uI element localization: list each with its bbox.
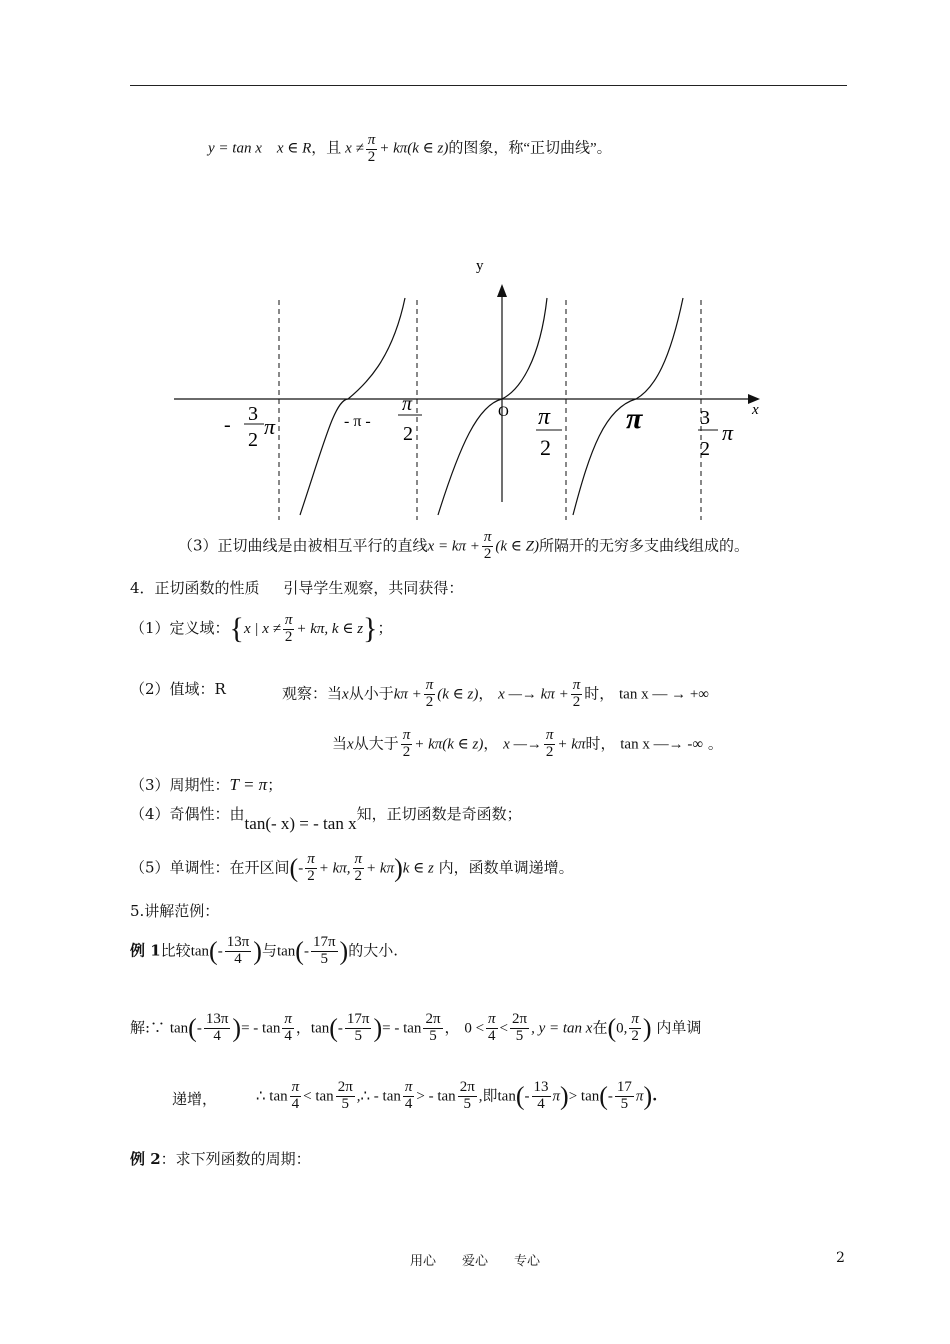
sol-frac-4-den: 5	[429, 1027, 437, 1044]
prop2-period: 。	[707, 734, 723, 753]
prop3-val: T = π	[229, 775, 268, 794]
sol-frac-2	[282, 1012, 294, 1045]
sol2-frac-5-den: 4	[537, 1095, 545, 1112]
prop4-text: 知，正切函数是奇函数；	[356, 805, 522, 823]
p3-text2: 所隔开的无穷多支曲线组成的。	[538, 536, 749, 555]
prop2-frac-3-den: 2	[402, 743, 411, 760]
prop5-text: 内，函数单调递增。	[438, 858, 574, 877]
sol-frac-1-den: 4	[213, 1027, 221, 1044]
sol-frac-1	[204, 1012, 231, 1045]
sol-frac-6	[510, 1012, 529, 1045]
ex1-tan-2: tan	[276, 943, 296, 960]
sol2-frac-2-num: 2π	[337, 1079, 353, 1095]
sol2-therefore: ∴ tan	[256, 1088, 288, 1105]
prop4-eq: tan(- x) = - tan x	[244, 814, 357, 833]
prop2-frac-2-num: π	[572, 677, 581, 693]
example-1-question	[130, 935, 398, 968]
intro-sep: ，且	[311, 140, 342, 157]
p3-frac-den: 2	[483, 545, 492, 562]
prop2-frac-1-num: π	[425, 677, 434, 693]
sol-frac-7-den: 2	[631, 1027, 639, 1044]
label-three-half-pi-den: 2	[700, 438, 710, 460]
prop2-kpi2: + kπ(k ∈ z)	[414, 736, 484, 753]
sol-frac-5	[486, 1012, 498, 1045]
intro-func: y = tan x	[208, 140, 262, 157]
prop2-frac-2-den: 2	[572, 693, 581, 710]
sol2-lt-tan: < tan	[303, 1088, 334, 1105]
prop1-end: ；	[377, 619, 393, 637]
ex1-frac-2-num: 17π	[312, 934, 336, 950]
sol-lt: <	[499, 1020, 509, 1037]
sol-tan-1: tan	[169, 1020, 189, 1037]
prop2-obs: 观察：当	[282, 684, 343, 703]
label-three-half-pi-sym: π	[722, 420, 734, 445]
prop2-frac-1	[424, 678, 436, 711]
sol-zero-lt: 0 <	[464, 1020, 485, 1037]
tangent-branch-1	[300, 298, 405, 515]
section-4-heading	[130, 577, 463, 598]
page-number: 2	[836, 1250, 845, 1266]
property-monotonicity	[130, 852, 574, 885]
prop3-end: ；	[267, 776, 283, 794]
sol-frac-1-num: 13π	[205, 1011, 229, 1027]
label-neg-pi: - π -	[344, 413, 371, 430]
prop1-rhs: + kπ, k ∈ z	[296, 621, 364, 637]
prop5-paren-close: )	[394, 853, 403, 883]
ex1-frac-1-den: 4	[234, 950, 242, 967]
ex2-text: ：求下列函数的周期：	[160, 1150, 311, 1168]
sol2-minus-1: -	[524, 1088, 530, 1105]
label-neg-three-half-pi-num: 3	[248, 403, 258, 425]
sol2-pi-1: π	[552, 1088, 561, 1105]
prop2-limit-pos: tan x — → +∞	[619, 686, 709, 703]
sol2-frac-1	[290, 1080, 302, 1113]
prop2-from-greater: 从大于	[353, 734, 399, 753]
sol-frac-7-num: π	[631, 1011, 639, 1027]
sol-tan-2: tan	[310, 1020, 330, 1037]
ex1-frac-1	[225, 935, 252, 968]
prop5-a-pre: -	[298, 860, 304, 877]
section-4-title: 4．正切函数的性质	[130, 579, 260, 597]
sol2-frac-5	[532, 1080, 551, 1113]
sol-inc: 递增，	[172, 1090, 218, 1108]
sol2-frac-1-num: π	[291, 1079, 300, 1095]
label-three-half-pi-num: 3	[700, 407, 710, 429]
prop1-frac	[283, 613, 295, 646]
intro-cond-lhs: x ≠	[345, 140, 364, 157]
prop2-frac-2	[571, 678, 583, 711]
sol-paren-3-close: )	[642, 1013, 652, 1043]
ex1-paren-2-open: (	[295, 936, 304, 966]
sol2-frac-3-den: 4	[404, 1095, 413, 1112]
prop2-from-less: 从小于	[348, 684, 394, 703]
prop5-frac-b-den: 2	[354, 867, 363, 884]
sol2-paren-1-open: (	[515, 1081, 525, 1111]
sol2-frac-1-den: 4	[291, 1095, 300, 1112]
label-half-pi-num: π	[538, 404, 551, 430]
ex1-tan-1: tan	[190, 943, 210, 960]
sol-frac-3	[345, 1012, 372, 1045]
ex1-frac-1-num: 13π	[226, 934, 250, 950]
sol-frac-4	[423, 1012, 442, 1045]
sol-frac-4-num: 2π	[425, 1011, 441, 1027]
sol2-frac-5-num: 13	[533, 1079, 549, 1095]
prop2-shi-2: 时，	[585, 734, 616, 753]
sol-paren-1-open: (	[188, 1013, 197, 1043]
prop2-frac-4-den: 2	[545, 743, 554, 760]
sol-interval-open: 0,	[616, 1020, 628, 1037]
sol-inner: 内单调	[656, 1018, 702, 1037]
sol-label: 解:∵	[130, 1018, 166, 1037]
range-observation-2	[332, 728, 723, 761]
sol2-frac-3-num: π	[404, 1079, 413, 1095]
property-domain	[130, 612, 392, 646]
ex1-frac-2-den: 5	[320, 950, 328, 967]
sol-paren-1-close: )	[232, 1013, 242, 1043]
sol-frac-5-den: 4	[488, 1027, 496, 1044]
ex1-minus-2: -	[303, 943, 309, 960]
sol2-minus-2: -	[607, 1088, 613, 1105]
example-1-solution-line-1	[130, 1012, 701, 1045]
intro-frac	[366, 133, 378, 166]
sol-frac-6-den: 5	[515, 1027, 524, 1044]
sol-frac-3-num: 17π	[346, 1011, 370, 1027]
ex1-paren-1-open: (	[209, 936, 218, 966]
sol2-frac-2	[336, 1080, 355, 1113]
prop2-shi: 时，	[584, 684, 615, 703]
label-neg-half-pi-num: π	[402, 393, 413, 415]
p3-text1: （3）正切曲线是由被相互平行的直线	[178, 536, 428, 555]
sol-y-tanx: , y = tan x	[531, 1020, 593, 1037]
intro-domain: x ∈ R	[276, 140, 312, 157]
prop2-comma: ，	[478, 684, 494, 703]
sol-frac-6-num: 2π	[512, 1011, 528, 1027]
sol-frac-7	[629, 1012, 641, 1045]
sol2-frac-6-num: 17	[616, 1079, 632, 1095]
sol-eq-minus-tan-2: = - tan	[382, 1020, 422, 1037]
sol2-frac-2-den: 5	[341, 1095, 349, 1112]
label-neg-three-half-pi-minus: -	[224, 414, 231, 436]
tangent-graph	[160, 250, 780, 530]
y-axis-label: y	[476, 258, 484, 274]
prop2-frac-4-num: π	[545, 727, 554, 743]
sol-paren-2-open: (	[329, 1013, 338, 1043]
ex1-frac-2	[311, 935, 338, 968]
ex1-paren-2-close: )	[339, 936, 349, 966]
ex1-paren-1-close: )	[253, 936, 262, 966]
sol2-frac-4-den: 5	[463, 1095, 471, 1112]
ex1-and: 与	[261, 941, 277, 960]
prop5-kz: k ∈ z	[402, 860, 434, 877]
prop5-frac-a-num: π	[307, 851, 315, 867]
example-1-solution-line-2	[256, 1080, 657, 1113]
example-2	[130, 1148, 311, 1169]
prop5-frac-b-num: π	[354, 851, 363, 867]
intro-frac-num: π	[367, 132, 376, 148]
ex1-compare: 比较	[160, 941, 191, 960]
label-neg-three-half-pi-den: 2	[248, 429, 258, 451]
sol2-paren-2-close: )	[643, 1081, 653, 1111]
prop5-b-post: + kπ	[366, 860, 395, 877]
prop3-label: （3）周期性：	[130, 776, 230, 794]
prop2-frac-4	[544, 728, 556, 761]
intro-frac-den: 2	[367, 148, 376, 165]
sol2-gt: > tan	[568, 1088, 600, 1105]
sol-comma-2: ，	[444, 1018, 460, 1037]
ex1-end: 的大小.	[348, 941, 398, 960]
section-5-title: 5.讲解范例：	[130, 902, 220, 920]
sol-minus-1: -	[196, 1020, 202, 1037]
sol2-frac-6	[615, 1080, 634, 1113]
prop1-brace-open: {	[229, 612, 244, 645]
prop5-frac-a-den: 2	[307, 867, 315, 884]
prop2-kz: (k ∈ z)	[437, 686, 479, 703]
sol-frac-3-den: 5	[354, 1027, 362, 1044]
sol-paren-2-close: )	[373, 1013, 383, 1043]
curve-description	[178, 530, 749, 563]
prop2-x: x	[342, 686, 349, 703]
prop2-kpi: kπ +	[393, 686, 422, 703]
sol2-comma2: ,∴ - tan	[356, 1088, 401, 1105]
prop2-x-arrow2: x —→	[503, 736, 542, 753]
p3-eq: x = kπ +	[427, 538, 480, 555]
prop5-frac-b	[353, 852, 365, 885]
prop2-frac-3	[401, 728, 413, 761]
prop1-label: （1）定义域：	[130, 619, 230, 637]
sol-frac-2-den: 4	[284, 1027, 292, 1044]
property-range	[130, 678, 226, 699]
sol2-frac-4	[458, 1080, 477, 1113]
label-half-pi-den: 2	[540, 435, 551, 460]
p3-frac	[482, 530, 494, 563]
range-observation-1	[282, 678, 709, 711]
sol2-frac-4-num: 2π	[459, 1079, 475, 1095]
p3-cond: (k ∈ Z)	[495, 538, 539, 555]
sol2-pi-2: π	[635, 1088, 644, 1105]
page-footer: 用心 爱心 专心	[409, 1254, 540, 1269]
sol-comma-1: ，	[295, 1018, 311, 1037]
prop2-x-2: x	[347, 736, 354, 753]
intro-cond-rhs: + kπ(k ∈ z)	[379, 140, 449, 157]
prop5-a-post: + kπ,	[318, 860, 351, 877]
prop5-paren-open: (	[289, 853, 299, 883]
sol2-frac-6-den: 5	[620, 1095, 629, 1112]
sol-minus-2: -	[337, 1020, 343, 1037]
sol2-gt-tan: > - tan	[416, 1088, 456, 1105]
prop2-frac-1-den: 2	[425, 693, 434, 710]
prop1-frac-num: π	[284, 611, 293, 628]
sol-frac-2-num: π	[284, 1011, 292, 1027]
header-rule	[130, 85, 847, 86]
prop2-limit-neg: tan x —→ -∞	[620, 736, 704, 753]
sol-inc-text	[172, 1088, 217, 1109]
prop5-frac-a	[305, 852, 317, 885]
origin-label: O	[498, 404, 509, 420]
intro-text: 的图象，称“正切曲线”。	[448, 140, 612, 157]
sol-frac-5-num: π	[488, 1011, 496, 1027]
property-period	[130, 774, 282, 795]
prop2-obs2: 当	[332, 734, 348, 753]
sol-paren-3-open: (	[607, 1013, 617, 1043]
sol2-dot: .	[652, 1086, 658, 1105]
ex2-label: 例 2	[130, 1150, 161, 1168]
ex1-minus-1: -	[217, 943, 223, 960]
prop2-comma-2: ，	[483, 734, 499, 753]
section-4-note: 引导学生观察，共同获得：	[283, 579, 464, 597]
prop2-kpi3: + kπ	[557, 736, 586, 753]
y-axis-arrow	[497, 284, 507, 297]
x-axis-label: x	[752, 402, 759, 418]
prop1-brace-close: }	[363, 612, 378, 645]
prop4-label: （4）奇偶性：由	[130, 805, 245, 823]
label-neg-half-pi-den: 2	[403, 423, 413, 445]
sol-zai: 在	[592, 1018, 608, 1037]
prop5-label: （5）单调性：在开区间	[130, 858, 290, 877]
prop1-frac-den: 2	[284, 628, 293, 645]
property-parity	[130, 803, 522, 833]
prop2-x-arrow: x —→ kπ +	[498, 686, 569, 703]
prop2-label: （2）值域：R	[130, 680, 226, 698]
ex1-label: 例 1	[130, 941, 161, 960]
prop2-frac-3-num: π	[402, 727, 411, 743]
sol2-frac-3	[403, 1080, 415, 1113]
sol-eq-minus-tan-1: = - tan	[241, 1020, 281, 1037]
prop1-lhs: x | x ≠	[243, 621, 281, 637]
sol2-paren-1-close: )	[560, 1081, 569, 1111]
p3-frac-num: π	[483, 529, 492, 545]
tangent-branch-2	[438, 298, 547, 515]
intro-line	[208, 133, 612, 166]
label-pi: π	[626, 402, 643, 435]
label-neg-three-half-pi-sym: π	[264, 414, 276, 439]
sol2-paren-2-open: (	[599, 1081, 608, 1111]
sol2-ji: ,即tan	[478, 1088, 516, 1105]
